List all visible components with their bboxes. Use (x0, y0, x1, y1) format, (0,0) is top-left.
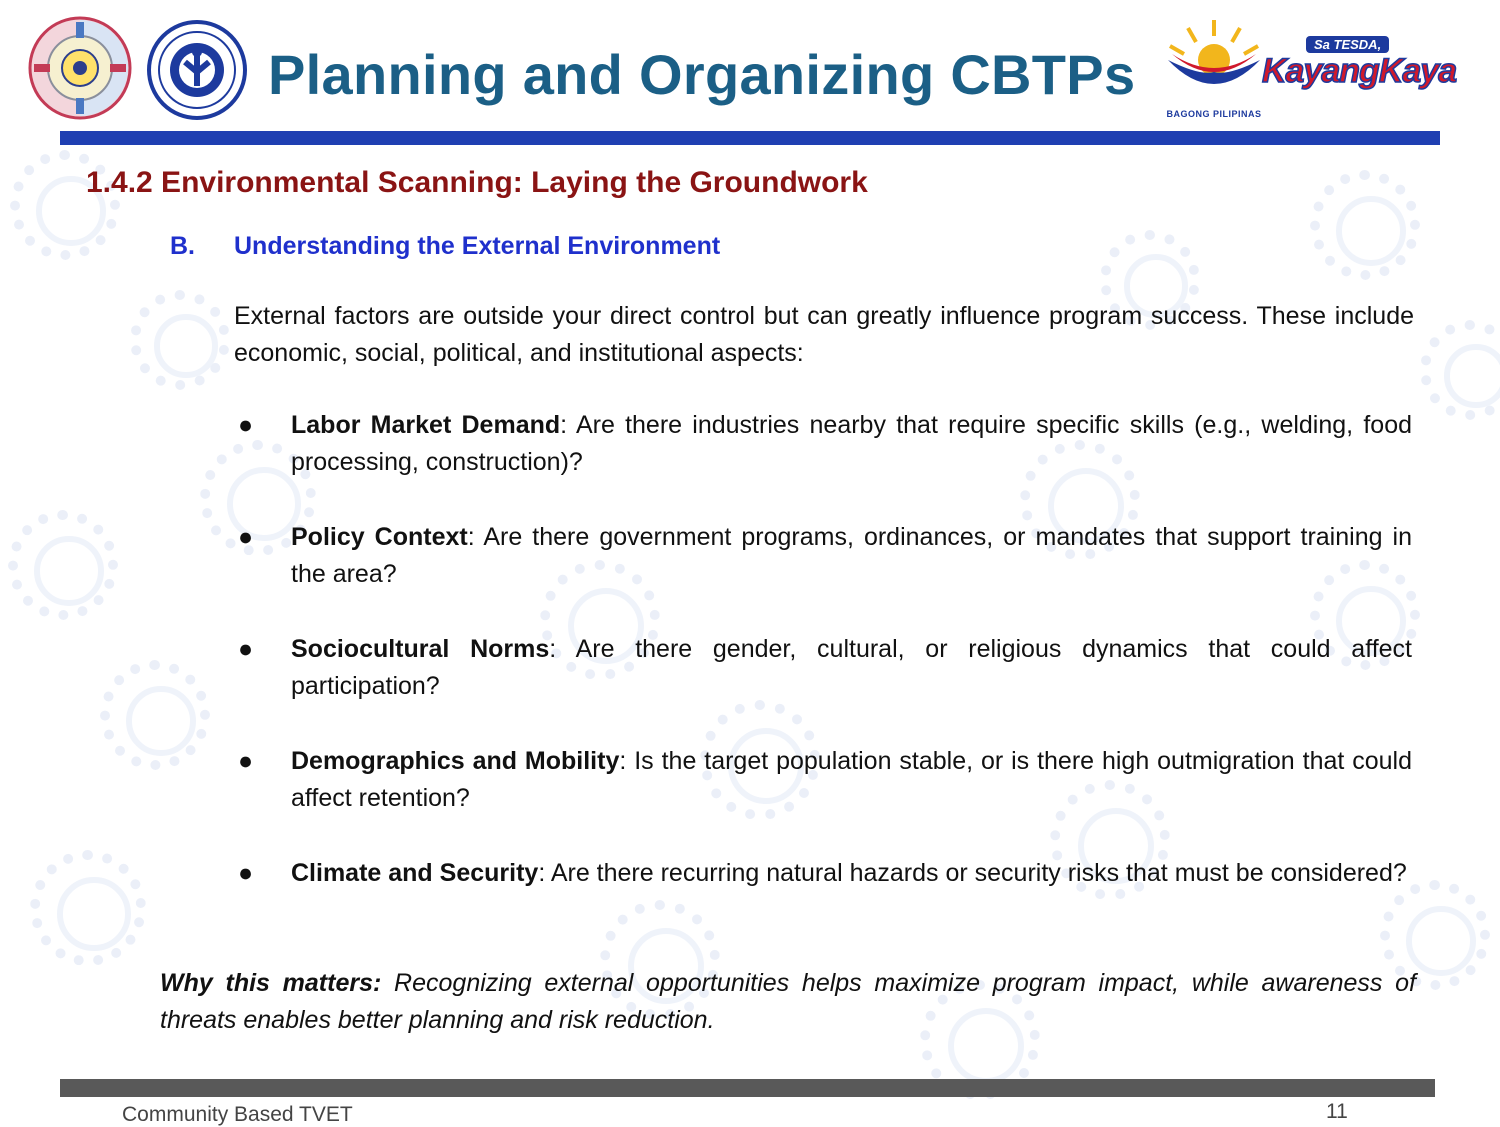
list-item (234, 519, 1412, 593)
list-item (234, 407, 1412, 481)
watermark-emblem (130, 290, 230, 390)
why-text: Recognizing external opportunities helps maximize program impact, while awareness of threats enables better planning and risk reduction. (160, 969, 1416, 1034)
sun-flag-icon (1158, 16, 1270, 102)
bullet-term: Demographics and Mobility (291, 747, 620, 775)
subsection-letter: B. (170, 232, 195, 260)
bullet-icon: ● (238, 859, 254, 887)
slogan-large: KayangKaya (1262, 52, 1457, 90)
page-number: 11 (1326, 1100, 1348, 1123)
bp-logo-text: BAGONG PILIPINAS (1166, 109, 1262, 119)
why-this-matters (160, 965, 1416, 1039)
footer-divider (60, 1079, 1435, 1097)
slogan-small: Sa TESDA, (1306, 36, 1389, 53)
bullet-text: : Are there gender, cultural, or religious dynamics that could affect participation? (291, 635, 1412, 700)
subsection-title: Understanding the External Environment (234, 232, 721, 260)
bagong-pilipinas-logo (1158, 16, 1270, 120)
watermark-emblem (8, 510, 118, 620)
watermark-emblem (100, 660, 210, 770)
bullet-icon: ● (238, 523, 254, 551)
bullet-term: Sociocultural Norms (291, 635, 550, 663)
bullet-term: Policy Context (291, 523, 468, 551)
list-item (234, 855, 1412, 892)
bullet-text: : Are there industries nearby that require specific skills (e.g., welding, food processing, construction)? (291, 411, 1412, 476)
kayang-kaya-slogan-logo (1262, 37, 1482, 92)
bullet-text: : Is the target population stable, or is there high outmigration that could affect retention? (291, 747, 1413, 812)
bullet-term: Climate and Security (291, 859, 539, 887)
bullet-icon: ● (238, 747, 254, 775)
tesda-seal-logo (147, 20, 247, 120)
header-divider (60, 131, 1440, 145)
watermark-emblem (1310, 170, 1420, 280)
bullet-term: Labor Market Demand (291, 411, 561, 439)
list-item (234, 631, 1412, 705)
watermark-emblem (30, 850, 146, 966)
why-label: Why this matters: (160, 969, 382, 997)
footer-title: Community Based TVET (122, 1103, 353, 1126)
circular-seal-logo (28, 16, 132, 120)
bullet-icon: ● (238, 411, 254, 439)
bullet-text: : Are there government programs, ordinances, or mandates that support training in the area? (291, 523, 1412, 588)
bullet-text: : Are there recurring natural hazards or security risks that must be considered? (538, 859, 1407, 887)
bullet-icon: ● (238, 635, 254, 663)
slide-title: Planning and Organizing CBTPs (268, 43, 1136, 106)
factor-list (234, 407, 1412, 892)
section-heading: 1.4.2 Environmental Scanning: Laying the Groundwork (86, 166, 868, 199)
list-item (234, 743, 1412, 817)
intro-paragraph: External factors are outside your direct control but can greatly influence program success. These include economic, social, political, and institutional aspects: (234, 302, 1414, 367)
watermark-emblem (1420, 320, 1500, 420)
